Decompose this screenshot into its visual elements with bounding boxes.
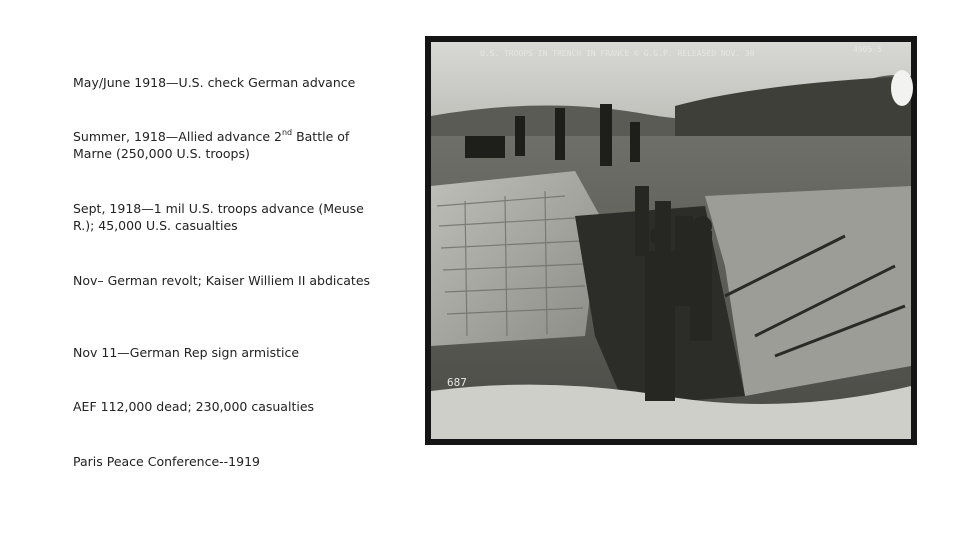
timeline-item: Paris Peace Conference--1919: [73, 454, 260, 469]
photo-caption: U.S. TROOPS IN TRENCH IN FRANCE © G.G.P. RELEASED NOV. 30: [480, 49, 755, 58]
timeline-item: Summer, 1918—Allied advance 2nd Battle of Marne (250,000 U.S. troops): [73, 127, 350, 161]
trench-photo-illustration: [425, 36, 917, 445]
timeline-item: Nov 11—German Rep sign armistice: [73, 345, 300, 360]
timeline-item: Nov– German revolt; Kaiser Williem II abdicates: [73, 273, 371, 288]
photo-plate-number: 4905-5: [853, 45, 882, 54]
photo-left-parapet: [431, 171, 600, 346]
trench-photo: [425, 36, 917, 445]
timeline-item: AEF 112,000 dead; 230,000 casualties: [73, 399, 315, 414]
timeline-item: May/June 1918—U.S. check German advance: [73, 75, 356, 90]
photo-negative-number: 687: [447, 376, 467, 389]
photo-light-spot: [891, 70, 913, 106]
timeline-item: Sept, 1918—1 mil U.S. troops advance (Meuse R.); 45,000 U.S. casualties: [73, 201, 364, 233]
